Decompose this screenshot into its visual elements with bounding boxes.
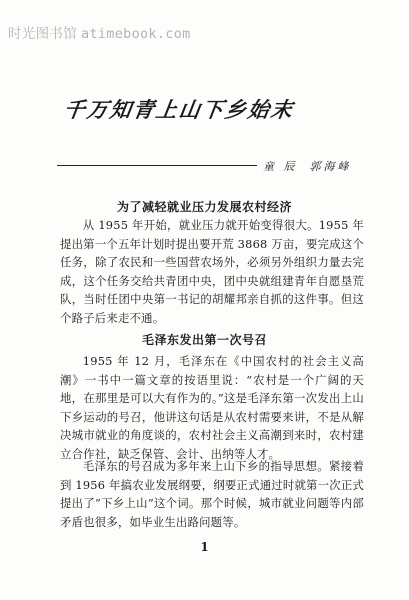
body-paragraph: 从 1955 年开始，就业压力就开始变得很大。1955 年提出第一个五年计划时提出要开荒 3868 万亩，要完成这个任务，除了农民和一些国营农场外，必须另外组织力量去完成，这个任务交给共青团中央，团中央就组建青年自愿垦荒队，当时任团中央第一书记的胡耀邦亲自抓的这件事。但这个路子后来走不通。: [60, 218, 365, 325]
article-title: 千万知青上山下乡始末: [62, 97, 296, 122]
watermark-url: atimebook.com: [81, 26, 191, 42]
author-byline: [57, 158, 375, 172]
page-number: 1: [200, 540, 209, 554]
body-paragraph: 1955 年 12 月，毛泽东在《中国农村的社会主义高潮》一书中一篇文章的按语里说：“农村是一个广阔的天地，在那里是可以大有作为的。”这是毛泽东第一次发出上山下乡运动的号召，他讲这句话是从农村需要来讲，不是从解决城市就业的角度谈的，农村社会主义高潮到来时，农村建立合作社，缺乏保管、会计、出纳等人才。: [60, 354, 364, 461]
watermark-site-name: 时光图书馆: [8, 26, 77, 42]
author-name: 童 辰: [263, 160, 298, 173]
watermark: [8, 22, 191, 42]
byline-rule: [57, 165, 257, 166]
section-heading: 毛泽东发出第一次号召: [141, 333, 267, 347]
body-paragraph: 毛泽东的号召成为多年来上山下乡的指导思想。紧接着到 1956 年搞农业发展纲要，纲要正式通过时就第一次正式提出了“下乡上山”这个词。那个时候，城市就业问题等内部矛盾也很多，如毕业生出路问题等。: [60, 459, 365, 529]
author-name: 郭海峰: [309, 160, 352, 173]
author-names: [263, 158, 364, 174]
section-heading: 为了减轻就业压力发展农村经济: [116, 200, 292, 214]
